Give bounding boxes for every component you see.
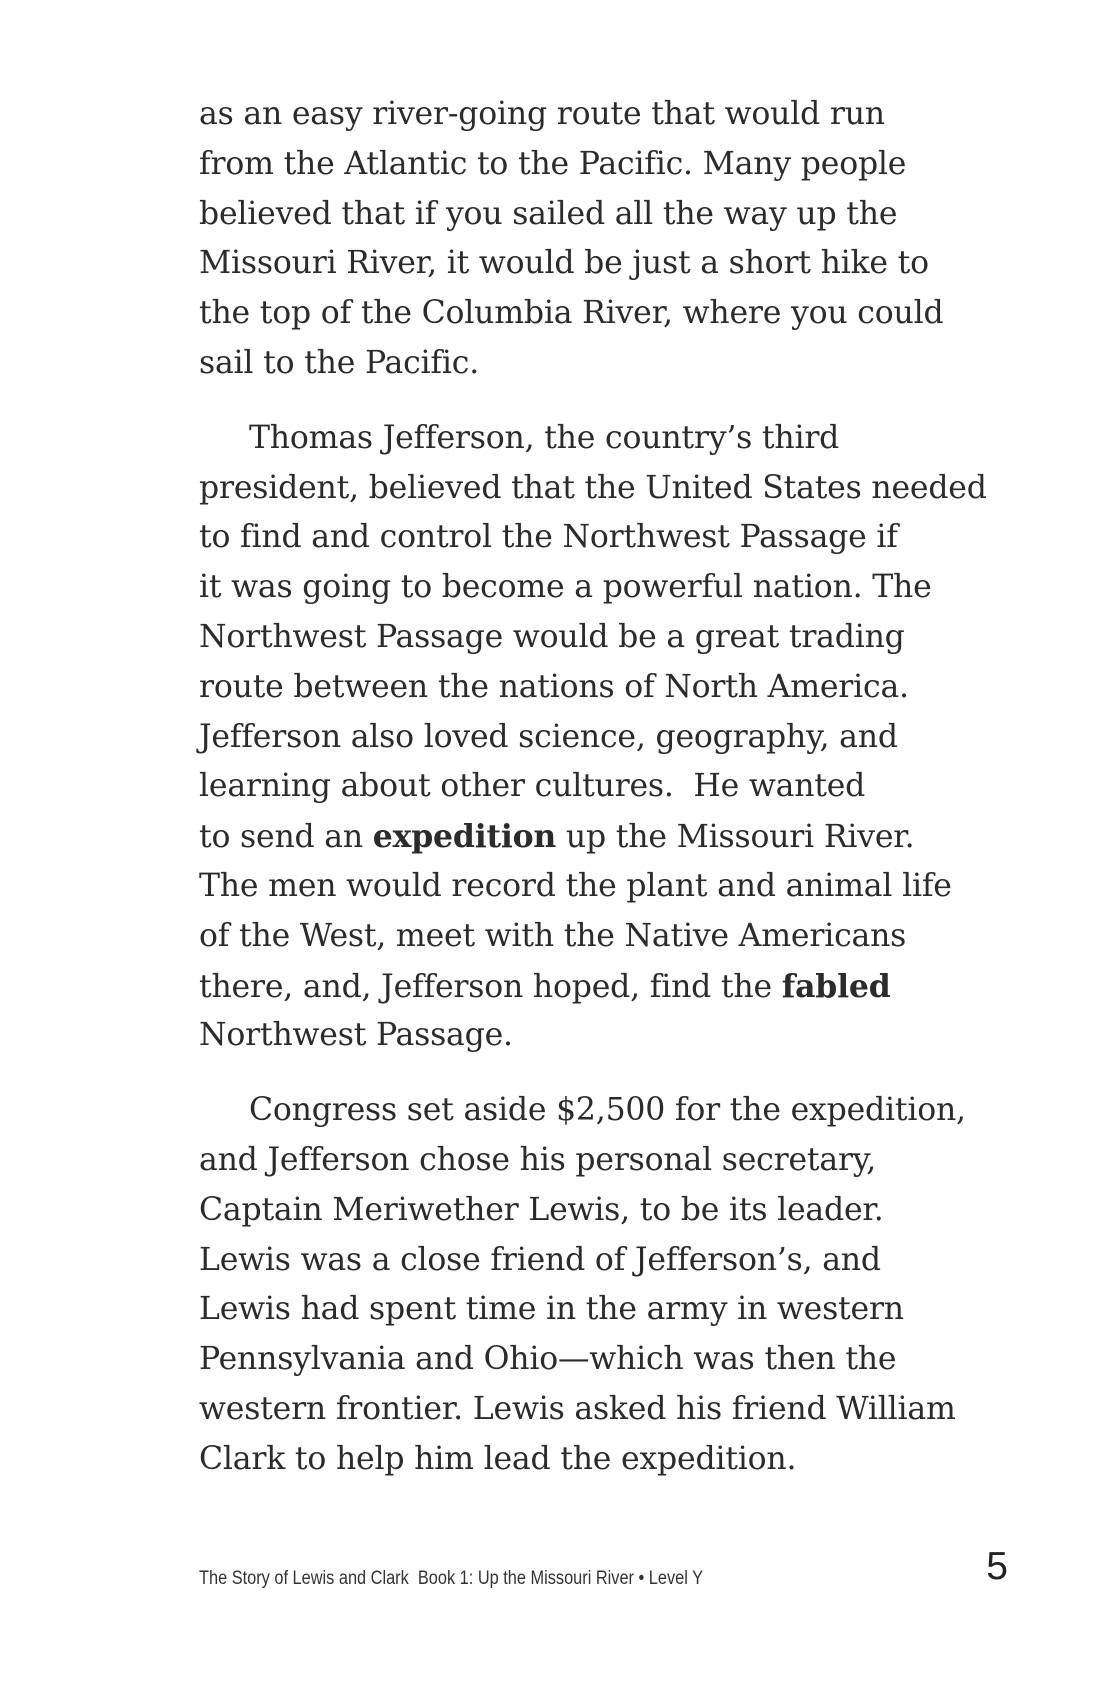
text-line bbox=[199, 414, 1029, 464]
text-segment: Congress set aside $2,500 for the expedition, bbox=[249, 1092, 966, 1129]
text-line bbox=[199, 563, 1029, 613]
text-line bbox=[199, 962, 1029, 1012]
text-line bbox=[199, 613, 1029, 663]
text-segment: to send an bbox=[199, 819, 373, 856]
text-line bbox=[199, 1136, 1029, 1186]
text-segment: up the Missouri River. bbox=[556, 819, 915, 856]
text-segment: Lewis was a close friend of Jefferson’s, and bbox=[199, 1241, 881, 1278]
text-line bbox=[199, 339, 1029, 389]
vocabulary-word: fabled bbox=[781, 967, 891, 1005]
vocabulary-word: expedition bbox=[372, 818, 557, 856]
text-line bbox=[199, 239, 1029, 289]
text-line bbox=[199, 1236, 1029, 1286]
text-segment: president, believed that the United States needed bbox=[199, 469, 987, 506]
paragraph-3 bbox=[199, 1086, 1029, 1484]
text-segment: to find and control the Northwest Passage if bbox=[199, 519, 898, 556]
text-line bbox=[199, 1285, 1029, 1335]
text-segment: from the Atlantic to the Pacific. Many people bbox=[199, 145, 907, 182]
footer-book-title: The Story of Lewis and Clark Book 1: Up the Missouri River • Level Y bbox=[199, 1568, 704, 1589]
text-line bbox=[199, 1186, 1029, 1236]
page-number: 5 bbox=[986, 1545, 1008, 1588]
text-line bbox=[199, 663, 1029, 713]
text-segment: learning about other cultures. He wanted bbox=[199, 768, 866, 805]
text-segment: Captain Meriwether Lewis, to be its leader. bbox=[199, 1191, 884, 1228]
text-line bbox=[199, 1335, 1029, 1385]
text-line bbox=[199, 713, 1029, 763]
body-text bbox=[199, 90, 1029, 1485]
text-segment: the top of the Columbia River, where you could bbox=[199, 295, 944, 332]
paragraph-gap bbox=[199, 389, 1029, 414]
text-line bbox=[199, 464, 1029, 514]
text-segment: it was going to become a powerful nation. The bbox=[199, 569, 932, 606]
text-segment: there, and, Jefferson hoped, find the bbox=[199, 968, 782, 1005]
text-segment: believed that if you sailed all the way up the bbox=[199, 195, 898, 232]
text-segment: Lewis had spent time in the army in western bbox=[199, 1291, 904, 1328]
text-segment: Thomas Jefferson, the country’s third bbox=[249, 419, 840, 456]
text-line bbox=[199, 513, 1029, 563]
text-line bbox=[199, 140, 1029, 190]
text-segment: Pennsylvania and Ohio—which was then the bbox=[199, 1341, 897, 1378]
text-segment: and Jefferson chose his personal secretary, bbox=[199, 1141, 877, 1178]
text-line bbox=[199, 289, 1029, 339]
paragraph-2 bbox=[199, 414, 1029, 1061]
text-line bbox=[199, 812, 1029, 862]
paragraph-gap bbox=[199, 1061, 1029, 1086]
text-line bbox=[199, 1086, 1029, 1136]
text-line bbox=[199, 1385, 1029, 1435]
paragraph-1 bbox=[199, 90, 1029, 389]
text-segment: Missouri River, it would be just a short hike to bbox=[199, 245, 929, 282]
text-line bbox=[199, 912, 1029, 962]
text-segment: sail to the Pacific. bbox=[199, 344, 480, 381]
text-segment: Jefferson also loved science, geography, and bbox=[199, 718, 898, 755]
text-line bbox=[199, 1435, 1029, 1485]
text-line bbox=[199, 762, 1029, 812]
text-line bbox=[199, 190, 1029, 240]
text-line bbox=[199, 862, 1029, 912]
text-segment: Northwest Passage. bbox=[199, 1017, 513, 1054]
text-line bbox=[199, 90, 1029, 140]
text-segment: western frontier. Lewis asked his friend William bbox=[199, 1390, 956, 1427]
text-segment: Northwest Passage would be a great trading bbox=[199, 618, 905, 655]
text-segment: The men would record the plant and animal life bbox=[199, 867, 952, 904]
text-segment: route between the nations of North America. bbox=[199, 668, 909, 705]
text-segment: as an easy river-going route that would run bbox=[199, 96, 885, 132]
text-line bbox=[199, 1011, 1029, 1061]
text-segment: Clark to help him lead the expedition. bbox=[199, 1440, 797, 1477]
text-segment: of the West, meet with the Native Americans bbox=[199, 917, 907, 954]
